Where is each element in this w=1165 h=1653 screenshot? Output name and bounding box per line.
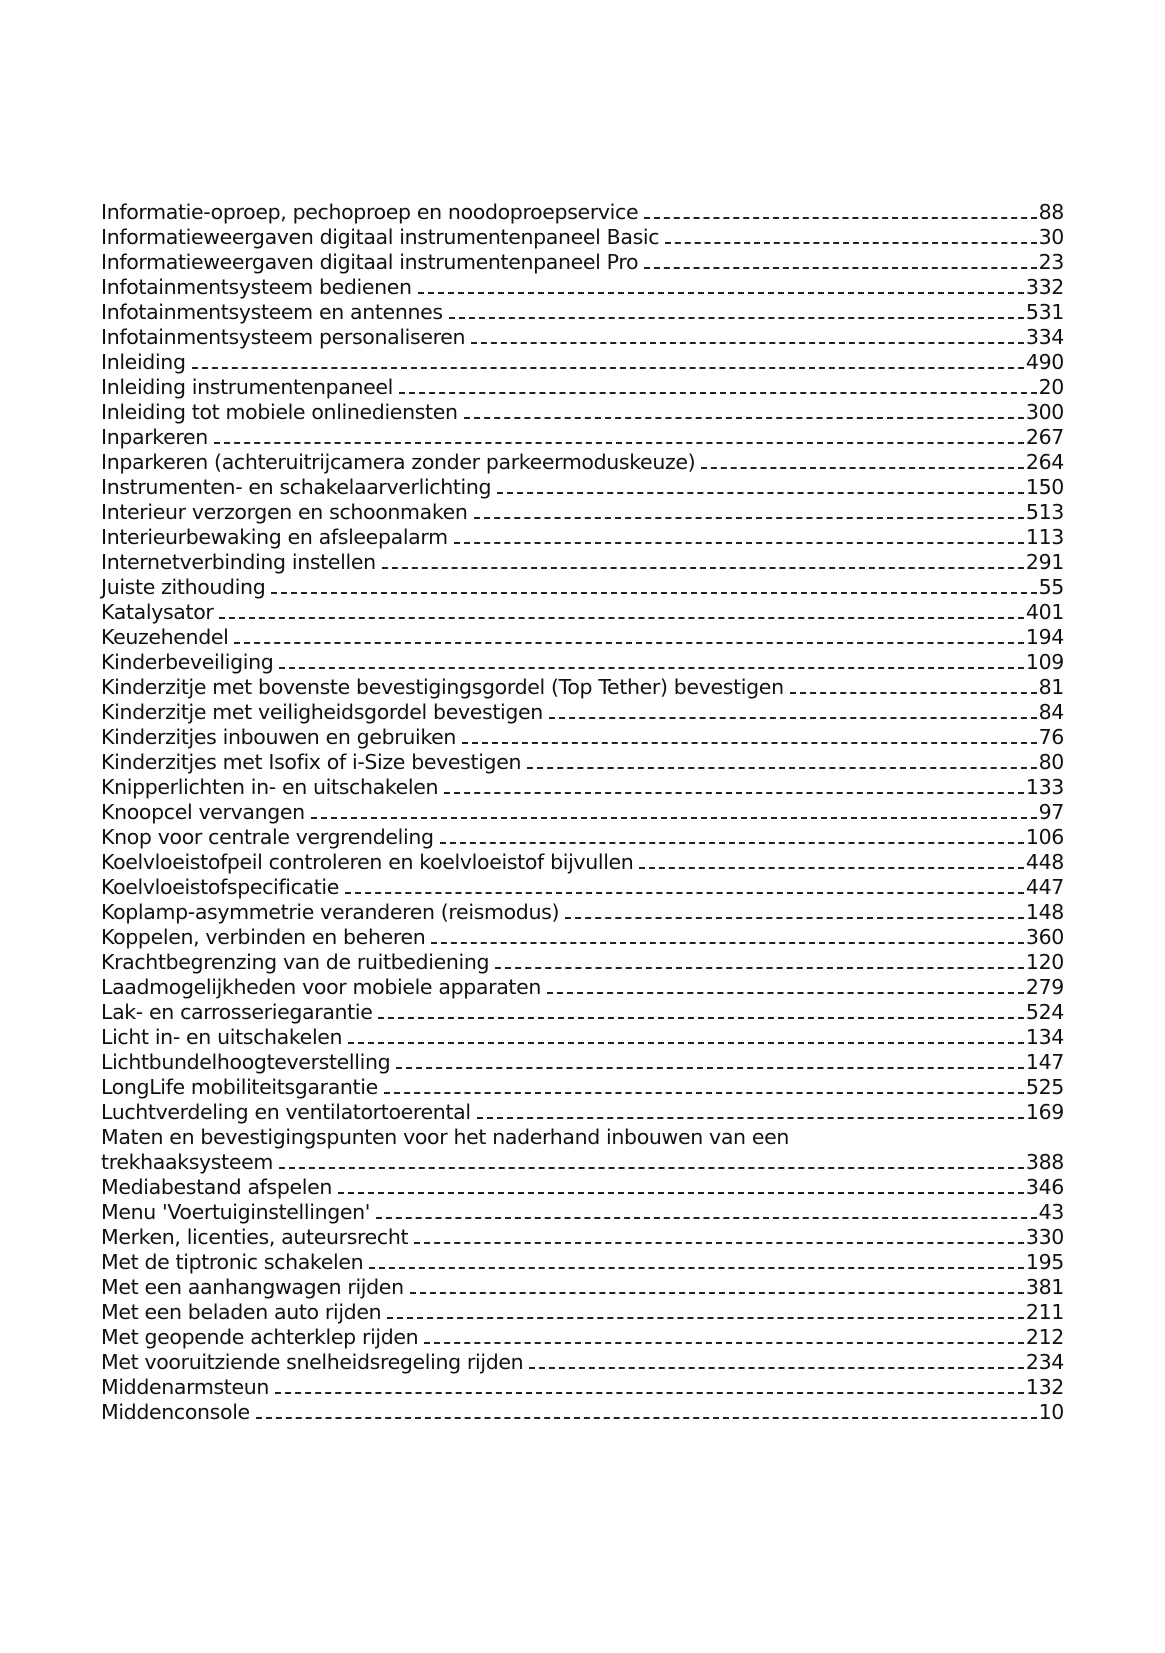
entry-page: 291 xyxy=(1025,550,1064,574)
dot-leader xyxy=(345,875,1024,900)
entry-page: 84 xyxy=(1038,700,1064,724)
index-entry xyxy=(101,1250,1064,1275)
entry-label: Inparkeren (achteruitrijcamera zonder parkeermoduskeuze) xyxy=(101,450,696,474)
entry-page: 330 xyxy=(1025,1225,1064,1249)
entry-label: Knipperlichten in- en uitschakelen xyxy=(101,775,439,799)
dot-leader xyxy=(527,750,1036,775)
index-entry-wrapped-line2 xyxy=(101,1150,1064,1175)
index-entry xyxy=(101,825,1064,850)
dot-leader xyxy=(644,200,1036,225)
dot-leader xyxy=(495,950,1024,975)
dot-leader xyxy=(348,1025,1024,1050)
dot-leader xyxy=(384,1075,1024,1100)
index-entry xyxy=(101,1075,1064,1100)
index-entry xyxy=(101,1400,1064,1425)
dot-leader xyxy=(387,1300,1024,1325)
index-entry xyxy=(101,700,1064,725)
index-entry xyxy=(101,775,1064,800)
dot-leader xyxy=(644,250,1036,275)
dot-leader xyxy=(454,525,1024,550)
index-entry xyxy=(101,450,1064,475)
entry-page: 264 xyxy=(1025,450,1064,474)
entry-label: Inleiding instrumentenpaneel xyxy=(101,375,394,399)
index-entry xyxy=(101,400,1064,425)
entry-label: Licht in- en uitschakelen xyxy=(101,1025,343,1049)
entry-label: Infotainmentsysteem personaliseren xyxy=(101,325,466,349)
entry-page: 401 xyxy=(1025,600,1064,624)
entry-page: 448 xyxy=(1025,850,1064,874)
entry-page: 279 xyxy=(1025,975,1064,999)
dot-leader xyxy=(369,1250,1024,1275)
entry-page: 346 xyxy=(1025,1175,1064,1199)
index-entry xyxy=(101,900,1064,925)
entry-label: Merken, licenties, auteursrecht xyxy=(101,1225,409,1249)
index-entry xyxy=(101,300,1064,325)
index-list xyxy=(101,200,1064,1425)
entry-page: 525 xyxy=(1025,1075,1064,1099)
dot-leader xyxy=(449,300,1024,325)
entry-page: 234 xyxy=(1025,1350,1064,1374)
entry-label: Juiste zithouding xyxy=(101,575,266,599)
index-entry xyxy=(101,250,1064,275)
index-entry xyxy=(101,750,1064,775)
dot-leader xyxy=(410,1275,1024,1300)
index-entry xyxy=(101,1225,1064,1250)
dot-leader xyxy=(234,625,1023,650)
entry-label: Met geopende achterklep rijden xyxy=(101,1325,419,1349)
dot-leader xyxy=(549,700,1037,725)
entry-label: Luchtverdeling en ventilatortoerental xyxy=(101,1100,471,1124)
entry-label: Kinderzitje met veiligheidsgordel bevestigen xyxy=(101,700,543,724)
entry-label: Lichtbundelhoogteverstelling xyxy=(101,1050,391,1074)
index-entry xyxy=(101,675,1064,700)
dot-leader xyxy=(474,500,1024,525)
entry-label: Interieurbewaking en afsleepalarm xyxy=(101,525,448,549)
dot-leader xyxy=(701,450,1024,475)
entry-page: 381 xyxy=(1025,1275,1064,1299)
entry-label: Informatieweergaven digitaal instrumentenpaneel Pro xyxy=(101,250,639,274)
dot-leader xyxy=(338,1175,1024,1200)
index-entry xyxy=(101,1300,1064,1325)
entry-label: Lak- en carrosseriegarantie xyxy=(101,1000,373,1024)
entry-label: Koplamp-asymmetrie veranderen (reismodus) xyxy=(101,900,560,924)
entry-page: 80 xyxy=(1038,750,1064,774)
entry-label: Kinderbeveiliging xyxy=(101,650,274,674)
index-entry xyxy=(101,625,1064,650)
entry-label: Infotainmentsysteem en antennes xyxy=(101,300,443,324)
entry-label: Inparkeren xyxy=(101,425,208,449)
entry-label: Middenarmsteun xyxy=(101,1375,270,1399)
entry-page: 490 xyxy=(1025,350,1064,374)
entry-label: Infotainmentsysteem bedienen xyxy=(101,275,412,299)
entry-label: Keuzehendel xyxy=(101,625,229,649)
entry-page: 150 xyxy=(1025,475,1064,499)
index-entry xyxy=(101,850,1064,875)
entry-page: 109 xyxy=(1025,650,1064,674)
index-entry xyxy=(101,975,1064,1000)
dot-leader xyxy=(529,1350,1024,1375)
entry-page: 147 xyxy=(1025,1050,1064,1074)
dot-leader xyxy=(665,225,1036,250)
entry-page: 23 xyxy=(1038,250,1064,274)
dot-leader xyxy=(279,1150,1024,1175)
dot-leader xyxy=(214,425,1024,450)
dot-leader xyxy=(219,600,1023,625)
entry-label: Inleiding xyxy=(101,350,186,374)
dot-leader xyxy=(477,1100,1024,1125)
dot-leader xyxy=(431,925,1024,950)
dot-leader xyxy=(547,975,1024,1000)
entry-page: 194 xyxy=(1025,625,1064,649)
entry-page: 55 xyxy=(1038,575,1064,599)
index-entry xyxy=(101,325,1064,350)
dot-leader xyxy=(396,1050,1024,1075)
entry-page: 332 xyxy=(1025,275,1064,299)
index-entry xyxy=(101,1275,1064,1300)
entry-page: 212 xyxy=(1025,1325,1064,1349)
entry-page: 10 xyxy=(1038,1400,1064,1424)
entry-label: Kinderzitje met bovenste bevestigingsgordel (Top Tether) bevestigen xyxy=(101,675,784,699)
dot-leader xyxy=(311,800,1037,825)
index-entry xyxy=(101,1350,1064,1375)
index-entry-wrapped-line1 xyxy=(101,1125,1064,1150)
entry-page: 81 xyxy=(1038,675,1064,699)
index-entry xyxy=(101,1025,1064,1050)
index-entry xyxy=(101,800,1064,825)
entry-page: 148 xyxy=(1025,900,1064,924)
entry-page: 133 xyxy=(1025,775,1064,799)
index-entry xyxy=(101,350,1064,375)
index-entry xyxy=(101,275,1064,300)
index-entry xyxy=(101,550,1064,575)
index-entry xyxy=(101,1050,1064,1075)
index-entry xyxy=(101,1175,1064,1200)
dot-leader xyxy=(378,1000,1023,1025)
dot-leader xyxy=(275,1375,1024,1400)
dot-leader xyxy=(256,1400,1037,1425)
entry-label: Informatieweergaven digitaal instrumentenpaneel Basic xyxy=(101,225,660,249)
entry-label: Interieur verzorgen en schoonmaken xyxy=(101,500,468,524)
entry-label: Maten en bevestigingspunten voor het naderhand inbouwen van een xyxy=(101,1125,790,1149)
entry-label: LongLife mobiliteitsgarantie xyxy=(101,1075,378,1099)
dot-leader xyxy=(790,675,1037,700)
index-entry xyxy=(101,475,1064,500)
entry-page: 169 xyxy=(1025,1100,1064,1124)
entry-page: 43 xyxy=(1038,1200,1064,1224)
entry-label: Met een aanhangwagen rijden xyxy=(101,1275,404,1299)
index-entry xyxy=(101,200,1064,225)
entry-label: Kinderzitjes met Isofix of i-Size bevestigen xyxy=(101,750,522,774)
entry-page: 88 xyxy=(1038,200,1064,224)
entry-label: Met vooruitziende snelheidsregeling rijden xyxy=(101,1350,524,1374)
dot-leader xyxy=(444,775,1024,800)
entry-label: Menu 'Voertuiginstellingen' xyxy=(101,1200,371,1224)
entry-label: Krachtbegrenzing van de ruitbediening xyxy=(101,950,490,974)
entry-page: 97 xyxy=(1038,800,1064,824)
entry-page: 334 xyxy=(1025,325,1064,349)
entry-page: 300 xyxy=(1025,400,1064,424)
index-entry xyxy=(101,575,1064,600)
entry-page: 134 xyxy=(1025,1025,1064,1049)
entry-label: Kinderzitjes inbouwen en gebruiken xyxy=(101,725,457,749)
entry-label: Internetverbinding instellen xyxy=(101,550,376,574)
index-entry xyxy=(101,875,1064,900)
index-entry xyxy=(101,1100,1064,1125)
dot-leader xyxy=(382,550,1024,575)
entry-label: Knoopcel vervangen xyxy=(101,800,305,824)
index-entry xyxy=(101,1325,1064,1350)
dot-leader xyxy=(471,325,1024,350)
entry-label: Koelvloeistofspecificatie xyxy=(101,875,340,899)
index-entry xyxy=(101,500,1064,525)
dot-leader xyxy=(440,825,1024,850)
dot-leader xyxy=(639,850,1023,875)
entry-label: Met de tiptronic schakelen xyxy=(101,1250,364,1274)
entry-page: 113 xyxy=(1025,525,1064,549)
dot-leader xyxy=(565,900,1024,925)
entry-page: 195 xyxy=(1025,1250,1064,1274)
dot-leader xyxy=(271,575,1036,600)
dot-leader xyxy=(414,1225,1024,1250)
index-entry xyxy=(101,1000,1064,1025)
entry-page: 524 xyxy=(1025,1000,1064,1024)
entry-label: Koppelen, verbinden en beheren xyxy=(101,925,426,949)
entry-page: 20 xyxy=(1038,375,1064,399)
index-entry xyxy=(101,600,1064,625)
dot-leader xyxy=(418,275,1024,300)
dot-leader xyxy=(399,375,1037,400)
index-entry xyxy=(101,225,1064,250)
entry-label: Inleiding tot mobiele onlinediensten xyxy=(101,400,458,424)
index-entry xyxy=(101,925,1064,950)
entry-page: 531 xyxy=(1025,300,1064,324)
index-entry xyxy=(101,950,1064,975)
index-entry xyxy=(101,425,1064,450)
dot-leader xyxy=(279,650,1024,675)
entry-label: Instrumenten- en schakelaarverlichting xyxy=(101,475,492,499)
dot-leader xyxy=(376,1200,1037,1225)
entry-label: Koelvloeistofpeil controleren en koelvloeistof bijvullen xyxy=(101,850,634,874)
entry-label: Katalysator xyxy=(101,600,214,624)
index-entry xyxy=(101,375,1064,400)
entry-page: 513 xyxy=(1025,500,1064,524)
entry-page: 76 xyxy=(1038,725,1064,749)
dot-leader xyxy=(462,725,1037,750)
index-entry xyxy=(101,525,1064,550)
entry-page: 388 xyxy=(1025,1150,1064,1174)
entry-label: Informatie-oproep, pechoproep en noodoproepservice xyxy=(101,200,639,224)
entry-page: 106 xyxy=(1025,825,1064,849)
entry-label: trekhaaksysteem xyxy=(101,1150,273,1174)
entry-label: Middenconsole xyxy=(101,1400,250,1424)
entry-page: 120 xyxy=(1025,950,1064,974)
entry-label: Knop voor centrale vergrendeling xyxy=(101,825,434,849)
index-entry xyxy=(101,725,1064,750)
dot-leader xyxy=(497,475,1024,500)
index-entry xyxy=(101,1200,1064,1225)
entry-label: Laadmogelijkheden voor mobiele apparaten xyxy=(101,975,541,999)
index-entry xyxy=(101,1375,1064,1400)
dot-leader xyxy=(192,350,1024,375)
dot-leader xyxy=(464,400,1024,425)
dot-leader xyxy=(424,1325,1024,1350)
entry-label: Met een beladen auto rijden xyxy=(101,1300,382,1324)
entry-page: 30 xyxy=(1038,225,1064,249)
entry-page: 132 xyxy=(1025,1375,1064,1399)
entry-page: 447 xyxy=(1025,875,1064,899)
entry-page: 211 xyxy=(1025,1300,1064,1324)
entry-page: 360 xyxy=(1025,925,1064,949)
index-entry xyxy=(101,650,1064,675)
entry-label: Mediabestand afspelen xyxy=(101,1175,333,1199)
entry-page: 267 xyxy=(1025,425,1064,449)
